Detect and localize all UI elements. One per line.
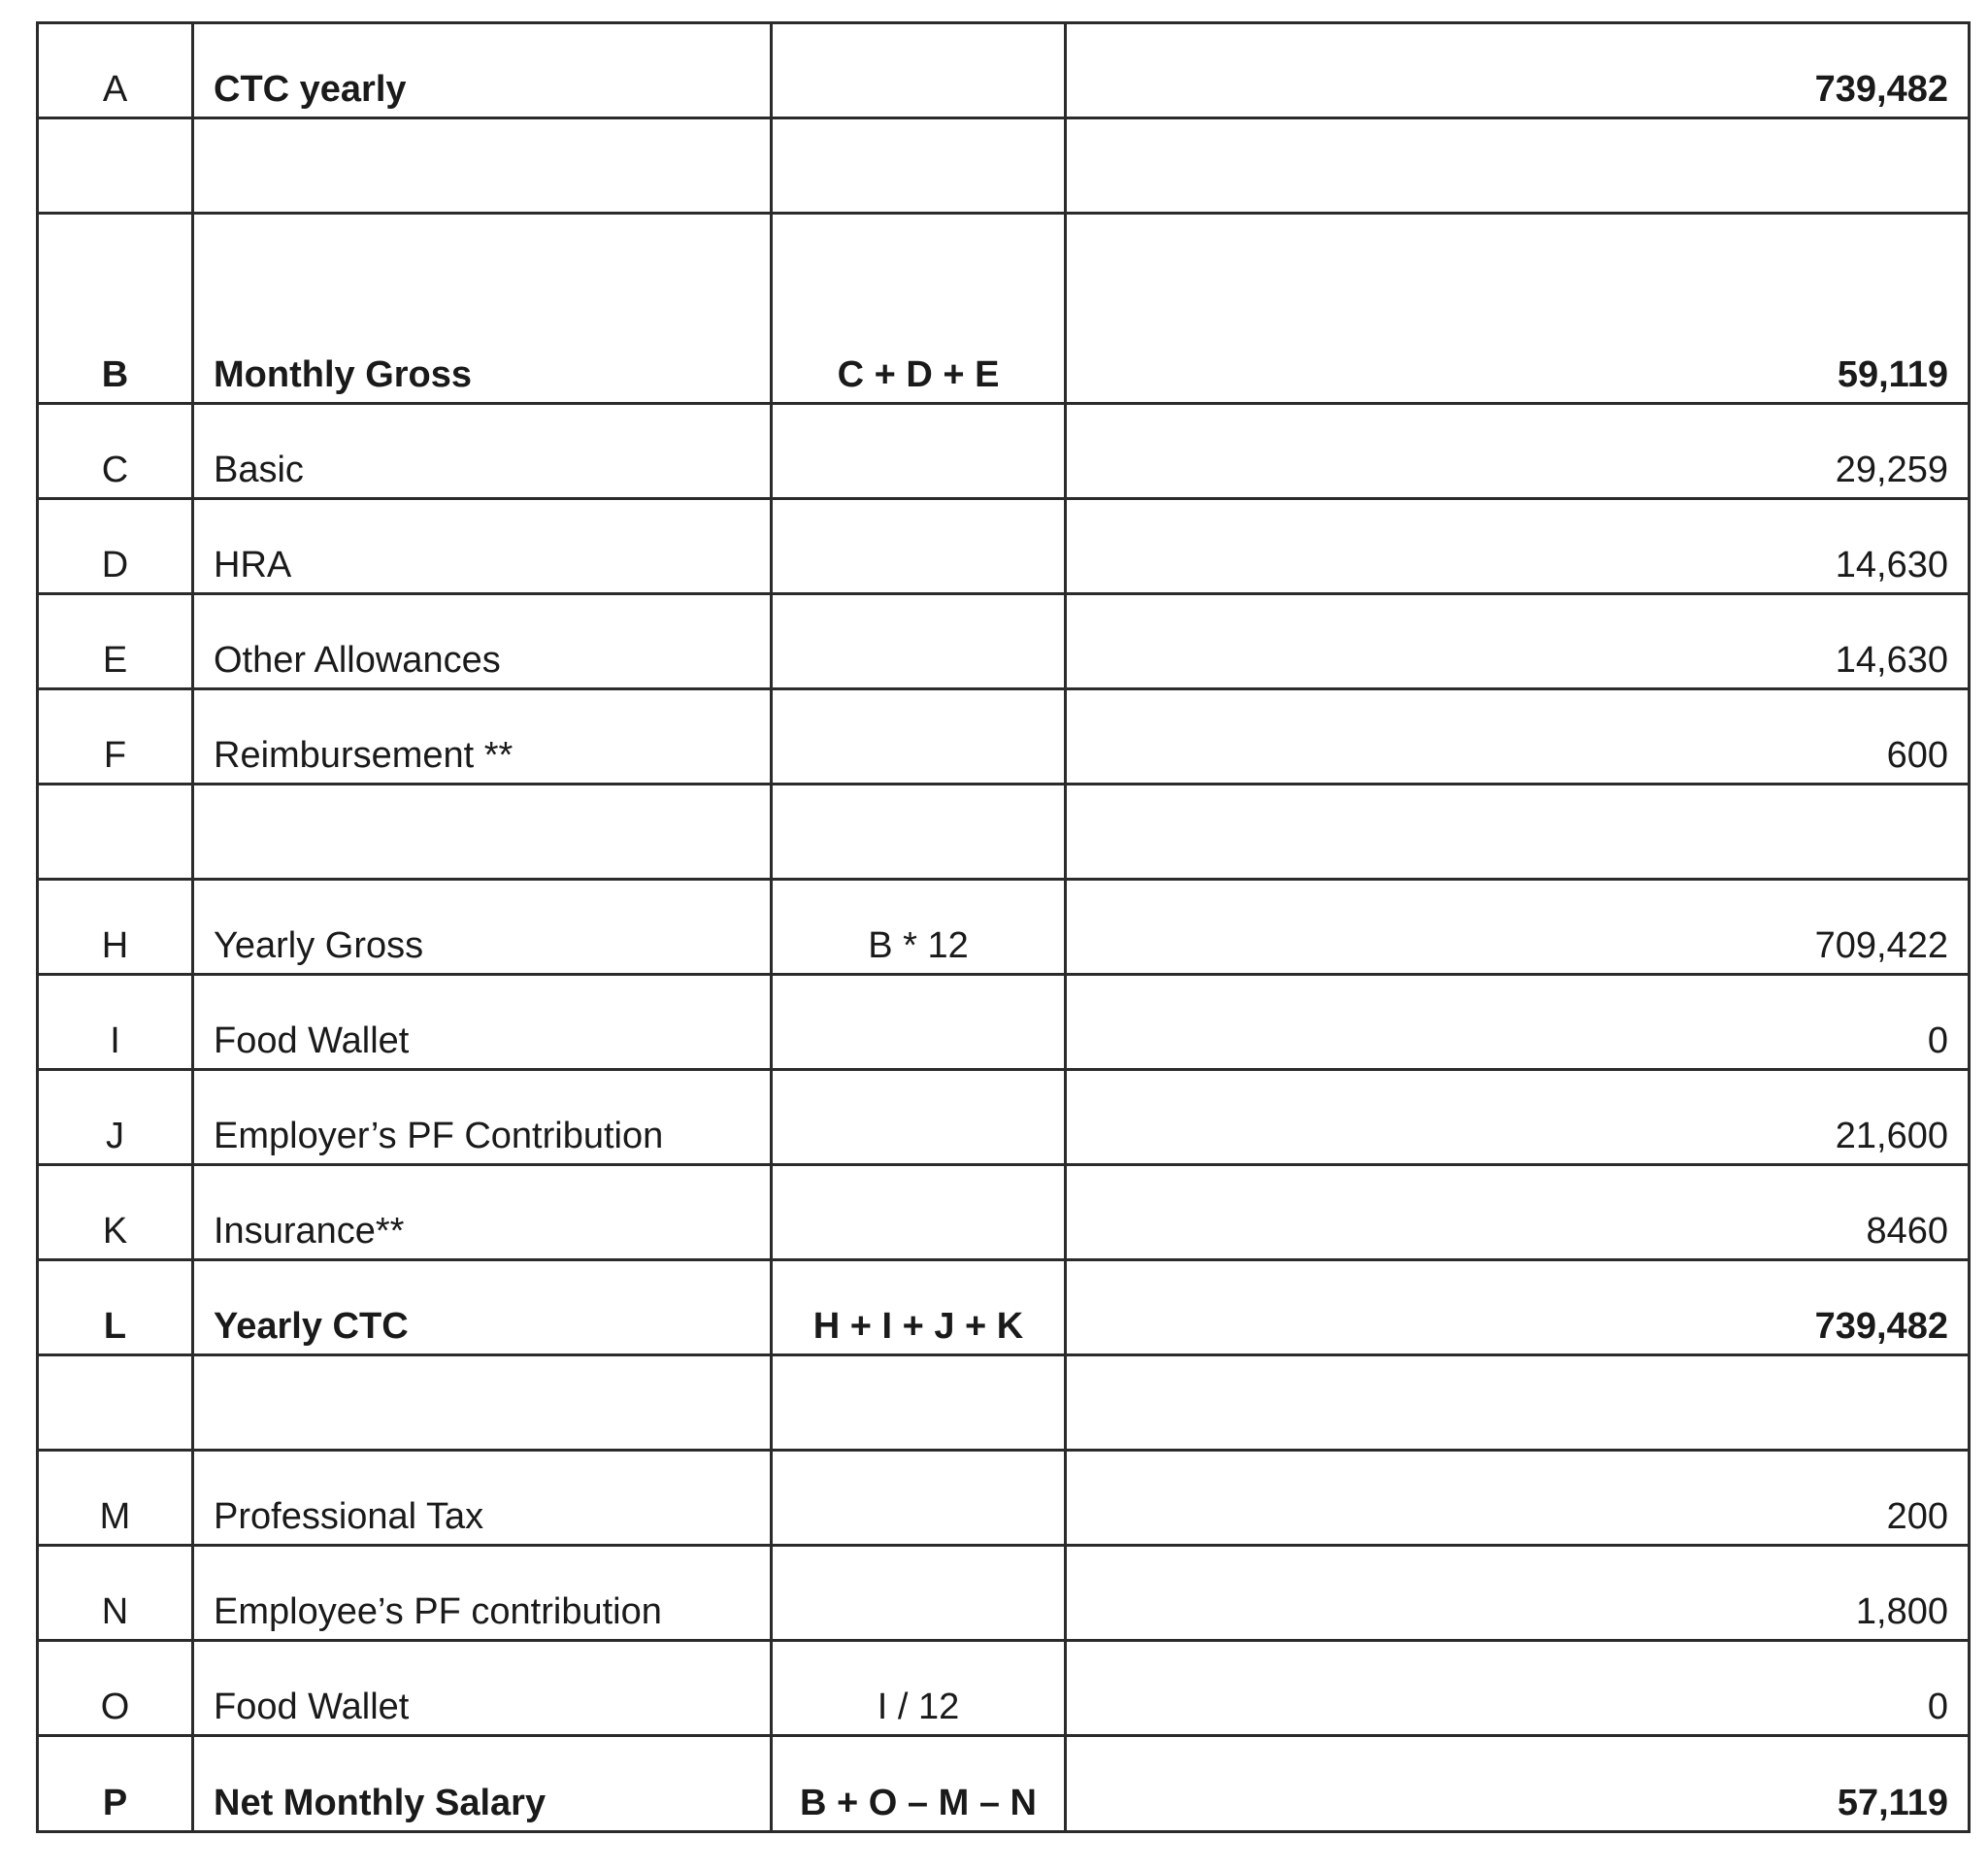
row-label: Employer’s PF Contribution: [193, 1070, 772, 1165]
row-formula: [772, 689, 1066, 785]
row-value: 0: [1066, 975, 1970, 1070]
row-value: 739,482: [1066, 1260, 1970, 1355]
table-row-j: [38, 1070, 1970, 1165]
row-formula: B + O – M – N: [772, 1736, 1066, 1832]
row-letter: P: [38, 1736, 193, 1832]
table-row-m: [38, 1451, 1970, 1546]
row-label: Yearly CTC: [193, 1260, 772, 1355]
table-row-f: [38, 689, 1970, 785]
row-value: 739,482: [1066, 23, 1970, 118]
row-letter: I: [38, 975, 193, 1070]
row-label: [193, 118, 772, 214]
row-label: Net Monthly Salary: [193, 1736, 772, 1832]
row-letter: L: [38, 1260, 193, 1355]
table-row-spacer: [38, 785, 1970, 880]
row-value: 29,259: [1066, 404, 1970, 499]
row-letter: N: [38, 1546, 193, 1641]
row-formula: [772, 1070, 1066, 1165]
row-value: [1066, 1355, 1970, 1451]
row-value: 57,119: [1066, 1736, 1970, 1832]
row-letter: H: [38, 880, 193, 975]
salary-breakdown-table: [36, 21, 1971, 1833]
row-label: Food Wallet: [193, 1641, 772, 1736]
row-formula: [772, 23, 1066, 118]
row-value: [1066, 118, 1970, 214]
table-row-n: [38, 1546, 1970, 1641]
row-formula: [772, 499, 1066, 594]
row-letter: [38, 785, 193, 880]
row-label: [193, 785, 772, 880]
table-row-o: [38, 1641, 1970, 1736]
table-row-h: [38, 880, 1970, 975]
row-letter: J: [38, 1070, 193, 1165]
row-label: HRA: [193, 499, 772, 594]
row-letter: M: [38, 1451, 193, 1546]
row-value: 8460: [1066, 1165, 1970, 1260]
table-row-d: [38, 499, 1970, 594]
row-formula: C + D + E: [772, 214, 1066, 404]
row-value: [1066, 785, 1970, 880]
table-row-a: [38, 23, 1970, 118]
table-row-p: [38, 1736, 1970, 1832]
row-label: Monthly Gross: [193, 214, 772, 404]
row-value: 200: [1066, 1451, 1970, 1546]
row-formula: B * 12: [772, 880, 1066, 975]
row-letter: F: [38, 689, 193, 785]
row-label: Yearly Gross: [193, 880, 772, 975]
row-letter: B: [38, 214, 193, 404]
row-label: [193, 1355, 772, 1451]
row-letter: D: [38, 499, 193, 594]
row-letter: O: [38, 1641, 193, 1736]
table-row-spacer: [38, 118, 1970, 214]
row-label: CTC yearly: [193, 23, 772, 118]
row-value: 709,422: [1066, 880, 1970, 975]
row-letter: E: [38, 594, 193, 689]
row-formula: [772, 1165, 1066, 1260]
row-letter: A: [38, 23, 193, 118]
row-value: 600: [1066, 689, 1970, 785]
row-label: Professional Tax: [193, 1451, 772, 1546]
table-row-spacer: [38, 1355, 1970, 1451]
row-letter: K: [38, 1165, 193, 1260]
table-row-l: [38, 1260, 1970, 1355]
row-formula: [772, 1355, 1066, 1451]
row-label: Basic: [193, 404, 772, 499]
row-value: 1,800: [1066, 1546, 1970, 1641]
row-label: Reimbursement **: [193, 689, 772, 785]
table-row-e: [38, 594, 1970, 689]
row-value: 14,630: [1066, 499, 1970, 594]
row-label: Food Wallet: [193, 975, 772, 1070]
row-formula: [772, 1546, 1066, 1641]
row-letter: [38, 118, 193, 214]
row-letter: [38, 1355, 193, 1451]
row-value: 59,119: [1066, 214, 1970, 404]
row-label: Employee’s PF contribution: [193, 1546, 772, 1641]
table-row-k: [38, 1165, 1970, 1260]
row-value: 21,600: [1066, 1070, 1970, 1165]
row-formula: [772, 1451, 1066, 1546]
table-row-b: [38, 214, 1970, 404]
row-letter: C: [38, 404, 193, 499]
row-formula: [772, 404, 1066, 499]
row-formula: [772, 785, 1066, 880]
row-value: 14,630: [1066, 594, 1970, 689]
row-label: Other Allowances: [193, 594, 772, 689]
table-row-i: [38, 975, 1970, 1070]
row-value: 0: [1066, 1641, 1970, 1736]
row-label: Insurance**: [193, 1165, 772, 1260]
row-formula: I / 12: [772, 1641, 1066, 1736]
row-formula: [772, 118, 1066, 214]
row-formula: H + I + J + K: [772, 1260, 1066, 1355]
row-formula: [772, 594, 1066, 689]
row-formula: [772, 975, 1066, 1070]
table-row-c: [38, 404, 1970, 499]
